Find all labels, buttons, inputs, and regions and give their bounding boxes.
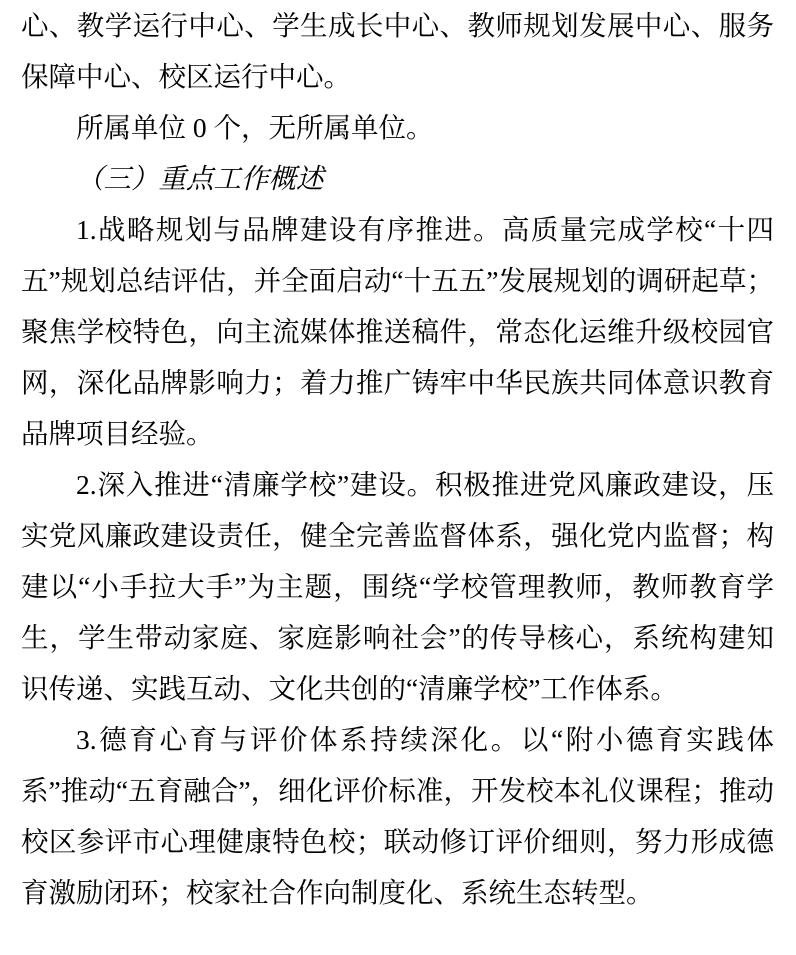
paragraph-subordinate-units: 所属单位 0 个，无所属单位。	[76, 112, 434, 143]
paragraph-item-3: 3.德育心育与评价体系持续深化。以“附小德育实践体系”推动“五育融合”，细化评价标准，开发校本礼仪课程；推动校区参评市心理健康特色校；联动修订评价细则，努力形成德育激励闭环；校家社合作向制度化、系统生态转型。	[21, 724, 774, 908]
section-heading: （三）重点工作概述	[76, 163, 324, 194]
paragraph-item-1: 1.战略规划与品牌建设有序推进。高质量完成学校“十四五”规划总结评估，并全面启动“十五五”发展规划的调研起草；聚焦学校特色，向主流媒体推送稿件，常态化运维升级校园官网，深化品牌影响力；着力推广铸牢中华民族共同体意识教育品牌项目经验。	[21, 214, 774, 449]
paragraph-item-2: 2.深入推进“清廉学校”建设。积极推进党风廉政建设，压实党风廉政建设责任，健全完善监督体系，强化党内监督；构建以“小手拉大手”为主题，围绕“学校管理教师，教师教育学生，学生带动家庭、家庭影响社会”的传导核心，系统构建知识传递、实践互动、文化共创的“清廉学校”工作体系。	[21, 469, 774, 704]
paragraph-continuation: 心、教学运行中心、学生成长中心、教师规划发展中心、服务保障中心、校区运行中心。	[21, 10, 774, 92]
